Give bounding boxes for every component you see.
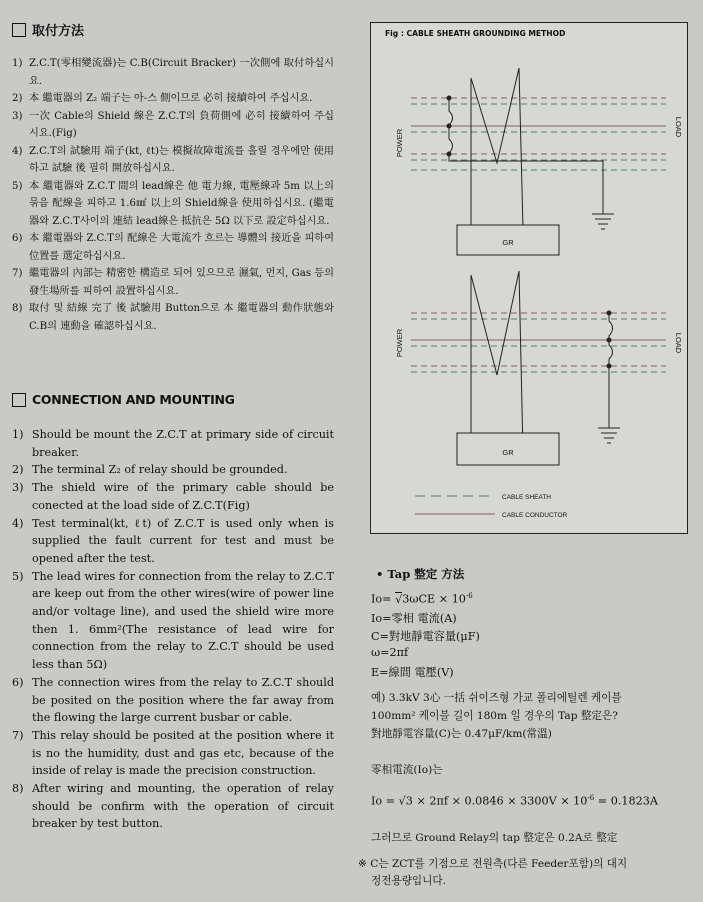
list-item [12, 780, 334, 833]
figure-title: Fig : CABLE SHEATH GROUNDING METHOD [385, 29, 566, 38]
top-power-label: POWER [395, 128, 404, 158]
item-text: After wiring and mounting, the operation of relay should be confirm with the operation of circuit breaker by test button. [32, 782, 334, 831]
list-item [12, 143, 334, 178]
example-line-3: 對地靜電容量(C)는 0.47μF/km(常溫) [371, 728, 552, 740]
tap-section-title: • Tap 整定 方法 [376, 567, 465, 581]
item-number: 3) [12, 481, 24, 495]
top-sheath-bonding-wire [449, 98, 603, 198]
item-text: This relay should be posited at the position where it is no the humidity, dust and gas etc, because of the inside of relay is made the precision construction. [32, 728, 334, 778]
item-text: Z.C.T의 試驗用 端子(kt, ℓt)는 模擬故障電流를 흘릴 경우에만 使用하고 試驗 後 필히 開放하십시요. [29, 145, 334, 174]
bottom-zct-core [471, 271, 523, 453]
list-item [12, 90, 334, 108]
example-line-2: 100mm² 케이블 길이 180m 일 경우의 Tap 整定은? [371, 710, 618, 722]
item-text: The connection wires from the relay to Z.C.T should be posited on the position where the far away from the flowing the large current busbar or cable. [32, 675, 334, 725]
list-item [12, 265, 334, 300]
item-number: 5) [12, 569, 24, 583]
example-line-4: 零相電流(Io)는 [371, 764, 443, 776]
item-number: 8) [12, 303, 23, 314]
list-item [12, 230, 334, 265]
item-text: Z.C.T(零相變流器)는 C.B(Circuit Bracker) 一次側에 取付하십시요. [29, 58, 334, 87]
bottom-sheath-bonding-wire [609, 313, 613, 413]
item-number: 5) [12, 180, 23, 192]
item-number: 4) [12, 516, 24, 530]
item-number: 3) [12, 110, 23, 122]
bottom-load-label: LOAD [674, 332, 683, 354]
formula-omega-def: ω=2πf [371, 646, 409, 659]
sqrt-icon: √ [398, 794, 406, 808]
checkbox-square-icon [12, 23, 26, 37]
list-item [12, 461, 334, 479]
item-number: 2) [12, 93, 23, 104]
item-number: 1) [12, 428, 24, 441]
list-item [12, 300, 334, 335]
item-number: 7) [12, 728, 24, 742]
bottom-gr-label: GR [502, 448, 514, 457]
bottom-cable-lines [411, 313, 666, 372]
list-item [12, 727, 334, 780]
note-line-2: 정전용량입니다. [371, 875, 447, 887]
item-text: 一次 Cable의 Shield 線은 Z.C.T의 負荷側에 必히 接續하여 주십시요.(Fig) [29, 110, 334, 139]
conclusion-line: 그러므로 Ground Relay의 tap 整定은 0.2A로 整定 [371, 832, 618, 844]
list-item [12, 108, 334, 143]
legend-cable-sheath: CABLE SHEATH [502, 494, 552, 501]
item-number: 6) [12, 675, 24, 689]
example-line-1: 예) 3.3kV 3心 一括 쉬이즈형 가교 폴리에틸렌 케이블 [371, 692, 622, 704]
list-item [12, 55, 334, 90]
english-section-title: CONNECTION AND MOUNTING [12, 392, 235, 407]
formula-io: $Io= √3\omega CE \times 10^{-6}$ [371, 592, 473, 606]
list-item [12, 178, 334, 231]
item-text: 取付 및 結線 完了 後 試驗用 Button으로 本 繼電器의 動作狀態와 C.B의 連動을 確認하십시요. [29, 303, 334, 332]
list-item [12, 515, 334, 568]
item-number: 2) [12, 463, 24, 477]
list-item [12, 479, 334, 514]
item-text: The lead wires for connection from the relay to Z.C.T are keep out from the other wires(wire of power line and/or voltage line), and used the shield wire more then 1. 6mm²(The resistance of lead wire for connection from the relay to Z.C.T should be used less than 5Ω) [32, 569, 334, 672]
formula-e-def: E=線間 電壓(V) [371, 666, 454, 679]
top-gr-label: GR [502, 238, 514, 247]
item-text: 本 繼電器의 Z₂ 端子는 아-스 側이므로 必히 接續하여 주십시요. [29, 93, 313, 104]
item-number: 4) [12, 145, 23, 157]
bottom-power-label: POWER [395, 328, 404, 358]
item-text: 本 繼電器와 Z.C.T 間의 lead線은 他 電力線, 電壓線과 5m 以上의 묶음 配線을 피하고 1.6㎟ 以上의 Shield線을 使用하십시요. (繼電器와 Z.C.T사이의 連結 lead線은 抵抗은 5Ω 以下로 設定하십시요. [29, 180, 334, 227]
item-text: Test terminal(kt, ℓt) of Z.C.T is used only when is supplied the fault current for test and must be opened after the test. [32, 516, 334, 565]
top-load-label: LOAD [674, 116, 683, 138]
korean-instruction-list [12, 55, 334, 335]
cable-sheath-grounding-figure [370, 22, 688, 534]
list-item [12, 426, 334, 461]
note-line-1: ※ C는 ZCT를 기점으로 전원측(다른 Feeder포함)의 대지 [358, 858, 628, 870]
formula-c-def: C=對地靜電容量(μF) [371, 630, 480, 643]
item-number: 6) [12, 233, 23, 244]
calculation-line: $Io = √3 \times 2\pi f \times 0.0846 \times 3300V \times 10^{-6} = 0.1823A$ [371, 794, 658, 808]
item-number: 8) [12, 782, 24, 796]
grounding-diagram [371, 23, 687, 533]
item-text: The terminal Z₂ of relay should be grounded. [32, 463, 288, 477]
formula-io-def: Io=零相 電流(A) [371, 612, 457, 625]
top-zct-core [471, 68, 523, 229]
checkbox-square-icon [12, 393, 26, 407]
list-item [12, 568, 334, 674]
item-number: 7) [12, 268, 23, 279]
item-text: Should be mount the Z.C.T at primary side of circuit breaker. [32, 428, 334, 459]
item-number: 1) [12, 58, 23, 69]
list-item [12, 674, 334, 727]
english-instruction-list [12, 426, 334, 833]
item-text: 本 繼電器와 Z.C.T의 配線은 大電流가 흐르는 導體의 接近을 피하여 位置를 選定하십시요. [29, 233, 334, 262]
korean-section-title: 取付方法 [12, 20, 84, 39]
legend-cable-conductor: CABLE CONDUCTOR [502, 512, 568, 519]
item-text: The shield wire of the primary cable should be conected at the load side of Z.C.T(Fig) [32, 481, 334, 512]
item-text: 繼電器의 內部는 精密한 構造로 되어 있으므로 濕氣, 먼지, Gas 등의 發生場所를 피하여 設置하십시요. [29, 268, 334, 297]
sqrt-icon: √ [395, 592, 403, 606]
